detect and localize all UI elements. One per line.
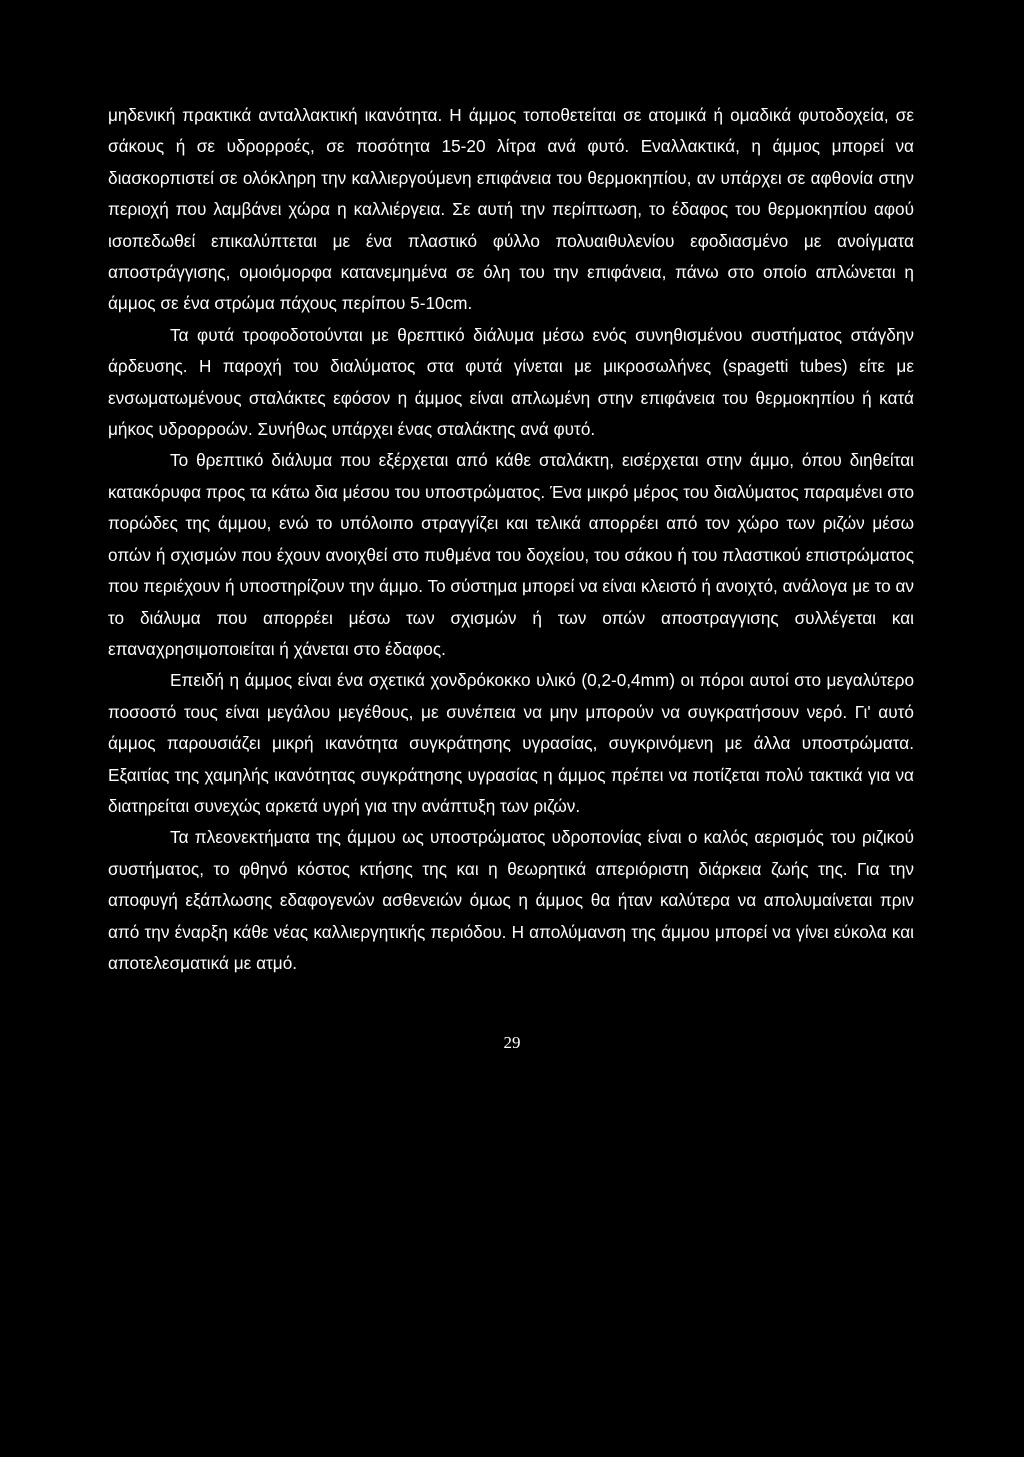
paragraph-water-retention: Επειδή η άμμος είναι ένα σχετικά χονδρόκοκκο υλικό (0,2-0,4mm) οι πόροι αυτοί στο μεγαλύτερο ποσοστό τους είναι μεγάλου μεγέθους, με συνέπεια να μην μπορούν να συγκρατήσουν νερό. Γι' αυτό άμμος παρουσιάζει μικρή ικανότητα συγκράτησης υγρασίας, συγκρινόμενη με άλλα υποστρώματα. Εξαιτίας της χαμηλής ικανότητας συγκράτησης υγρασίας η άμμος πρέπει να ποτίζεται πολύ τακτικά για να διατηρείται συνεχώς αρκετά υγρή για την ανάπτυξη των ριζών. — [108, 670, 914, 816]
page-number: 29 — [503, 1033, 521, 1052]
paragraph-advantages: Τα πλεονεκτήματα της άμμου ως υποστρώματος υδροπονίας είναι ο καλός αερισμός του ριζικού συστήματος, το φθηνό κόστος κτήσης της και η θεωρητικά απεριόριστη διάρκεια ζωής της. Για την αποφυγή εξάπλωσης εδαφογενών ασθενειών όμως η άμμος θα ήταν καλύτερα να απολυμαίνεται πριν από την έναρξη κάθε νέας καλλιεργητικής περιόδου. Η απολύμανση της άμμου μπορεί να γίνει εύκολα και αποτελεσματικά με ατμό. — [108, 827, 914, 973]
paragraph-continuation: μηδενική πρακτικά ανταλλακτική ικανότητα. Η άμμος τοποθετείται σε ατομικά ή ομαδικά φυτοδοχεία, σε σάκους ή σε υδρορροές, σε ποσότητα 15-20 λίτρα ανά φυτό. Εναλλακτικά, η άμμος μπορεί να διασκορπιστεί σε ολόκληρη την καλλιεργούμενη επιφάνεια του θερμοκηπίου, αν υπάρχει σε αφθονία στην περιοχή που λαμβάνει χώρα η καλλιέργεια. Σε αυτή την περίπτωση, το έδαφος του θερμοκηπίου αφού ισοπεδωθεί επικαλύπτεται με ένα πλαστικό φύλλο πολυαιθυλενίου εφοδιασμένο με ανοίγματα αποστράγγισης, ομοιόμορφα κατανεμημένα σε όλη του την επιφάνεια, πάνω στο οποίο απλώνεται η άμμος σε ένα στρώμα πάχους περίπου 5-10cm. — [108, 105, 914, 314]
paragraph-nutrient-supply: Τα φυτά τροφοδοτούνται με θρεπτικό διάλυμα μέσω ενός συνηθισμένου συστήματος στάγδην άρδευσης. Η παροχή του διαλύματος στα φυτά γίνεται με μικροσωλήνες (spagetti tubes) είτε με ενσωματωμένους σταλάκτες εφόσον η άμμος είναι απλωμένη στην επιφάνεια του θερμοκηπίου ή κατά μήκος υδρορροών. Συνήθως υπάρχει ένας σταλάκτης ανά φυτό. — [108, 324, 914, 440]
body-text — [108, 100, 914, 979]
paragraph-solution-drainage: Το θρεπτικό διάλυμα που εξέρχεται από κάθε σταλάκτη, εισέρχεται στην άμμο, όπου διηθείται κατακόρυφα προς τα κάτω δια μέσου του υποστρώματος. Ένα μικρό μέρος του διαλύματος παραμένει στο πορώδες της άμμου, ενώ το υπόλοιπο στραγγίζει και τελικά απορρέει από τον χώρο των ριζών μέσω οπών ή σχισμών που έχουν ανοιχθεί στο πυθμένα του δοχείου, του σάκου ή του πλαστικού επιστρώματος που περιέχουν ή υποστηρίζουν την άμμο. Το σύστημα μπορεί να είναι κλειστό ή ανοιχτό, ανάλογα με το αν το διάλυμα που απορρέει μέσω των σχισμών ή των οπών αποστραγγισης συλλέγεται και επαναχρησιμοποιείται ή χάνεται στο έδαφος. — [108, 450, 915, 659]
